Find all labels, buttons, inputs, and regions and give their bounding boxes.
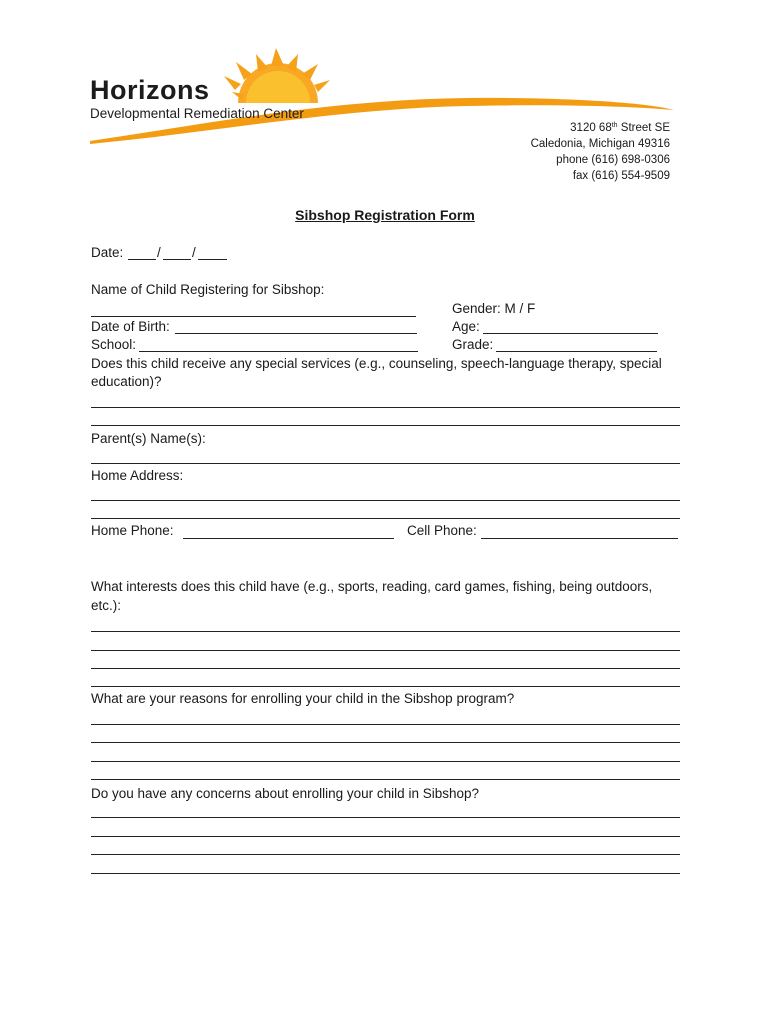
child-name-label: Name of Child Registering for Sibshop: [91, 282, 325, 297]
home-phone-label: Home Phone: [91, 523, 174, 538]
date-year-field[interactable] [198, 259, 227, 260]
grade-field[interactable] [496, 351, 657, 352]
interests-answer-line[interactable] [91, 686, 680, 687]
sun-icon [224, 48, 330, 103]
date-month-field[interactable] [128, 259, 156, 260]
dob-label: Date of Birth: [91, 319, 170, 334]
interests-answer-line[interactable] [91, 668, 680, 669]
home-address-field[interactable] [91, 518, 680, 519]
age-field[interactable] [483, 333, 658, 334]
interests-answer-line[interactable] [91, 631, 680, 632]
reasons-question: What are your reasons for enrolling your child in the Sibshop program? [91, 691, 515, 706]
parents-label: Parent(s) Name(s): [91, 431, 206, 446]
interests-answer-line[interactable] [91, 650, 680, 651]
cell-phone-field[interactable] [481, 538, 678, 539]
parents-field[interactable] [91, 463, 680, 464]
city-address: Caledonia, Michigan 49316 [530, 138, 670, 150]
services-question: Does this child receive any special services (e.g., counseling, speech-language therapy, special [91, 356, 662, 371]
concerns-answer-line[interactable] [91, 836, 680, 837]
date-separator: / [157, 245, 161, 260]
street-address: 3120 68th Street SE [570, 122, 670, 134]
age-label: Age: [452, 319, 480, 334]
services-answer-line[interactable] [91, 425, 680, 426]
date-day-field[interactable] [163, 259, 191, 260]
interests-question: What interests does this child have (e.g., sports, reading, card games, fishing, being outdoors, [91, 579, 653, 594]
gender-label: Gender: M / F [452, 301, 536, 316]
interests-question-cont: etc.): [91, 598, 122, 613]
form-title: Sibshop Registration Form [295, 207, 475, 223]
school-field[interactable] [139, 351, 418, 352]
logo-name: Horizons [90, 75, 210, 105]
services-answer-line[interactable] [91, 407, 680, 408]
home-address-label: Home Address: [91, 468, 184, 483]
dob-field[interactable] [175, 333, 417, 334]
cell-phone-label: Cell Phone: [407, 523, 477, 538]
services-question-cont: education)? [91, 374, 162, 389]
school-label: School: [91, 337, 137, 352]
concerns-answer-line[interactable] [91, 873, 680, 874]
phone-number: phone (616) 698-0306 [556, 154, 670, 166]
reasons-answer-line[interactable] [91, 761, 680, 762]
grade-label: Grade: [452, 337, 494, 352]
fax-number: fax (616) 554-9509 [572, 170, 670, 182]
date-label: Date: [91, 245, 124, 260]
date-separator: / [192, 245, 196, 260]
concerns-answer-line[interactable] [91, 854, 680, 855]
home-address-field[interactable] [91, 500, 680, 501]
concerns-answer-line[interactable] [91, 817, 680, 818]
child-name-field[interactable] [91, 316, 416, 317]
reasons-answer-line[interactable] [91, 742, 680, 743]
concerns-question: Do you have any concerns about enrolling your child in Sibshop? [91, 786, 479, 801]
logo-subtitle: Developmental Remediation Center [90, 106, 304, 121]
home-phone-field[interactable] [183, 538, 394, 539]
reasons-answer-line[interactable] [91, 724, 680, 725]
reasons-answer-line[interactable] [91, 779, 680, 780]
